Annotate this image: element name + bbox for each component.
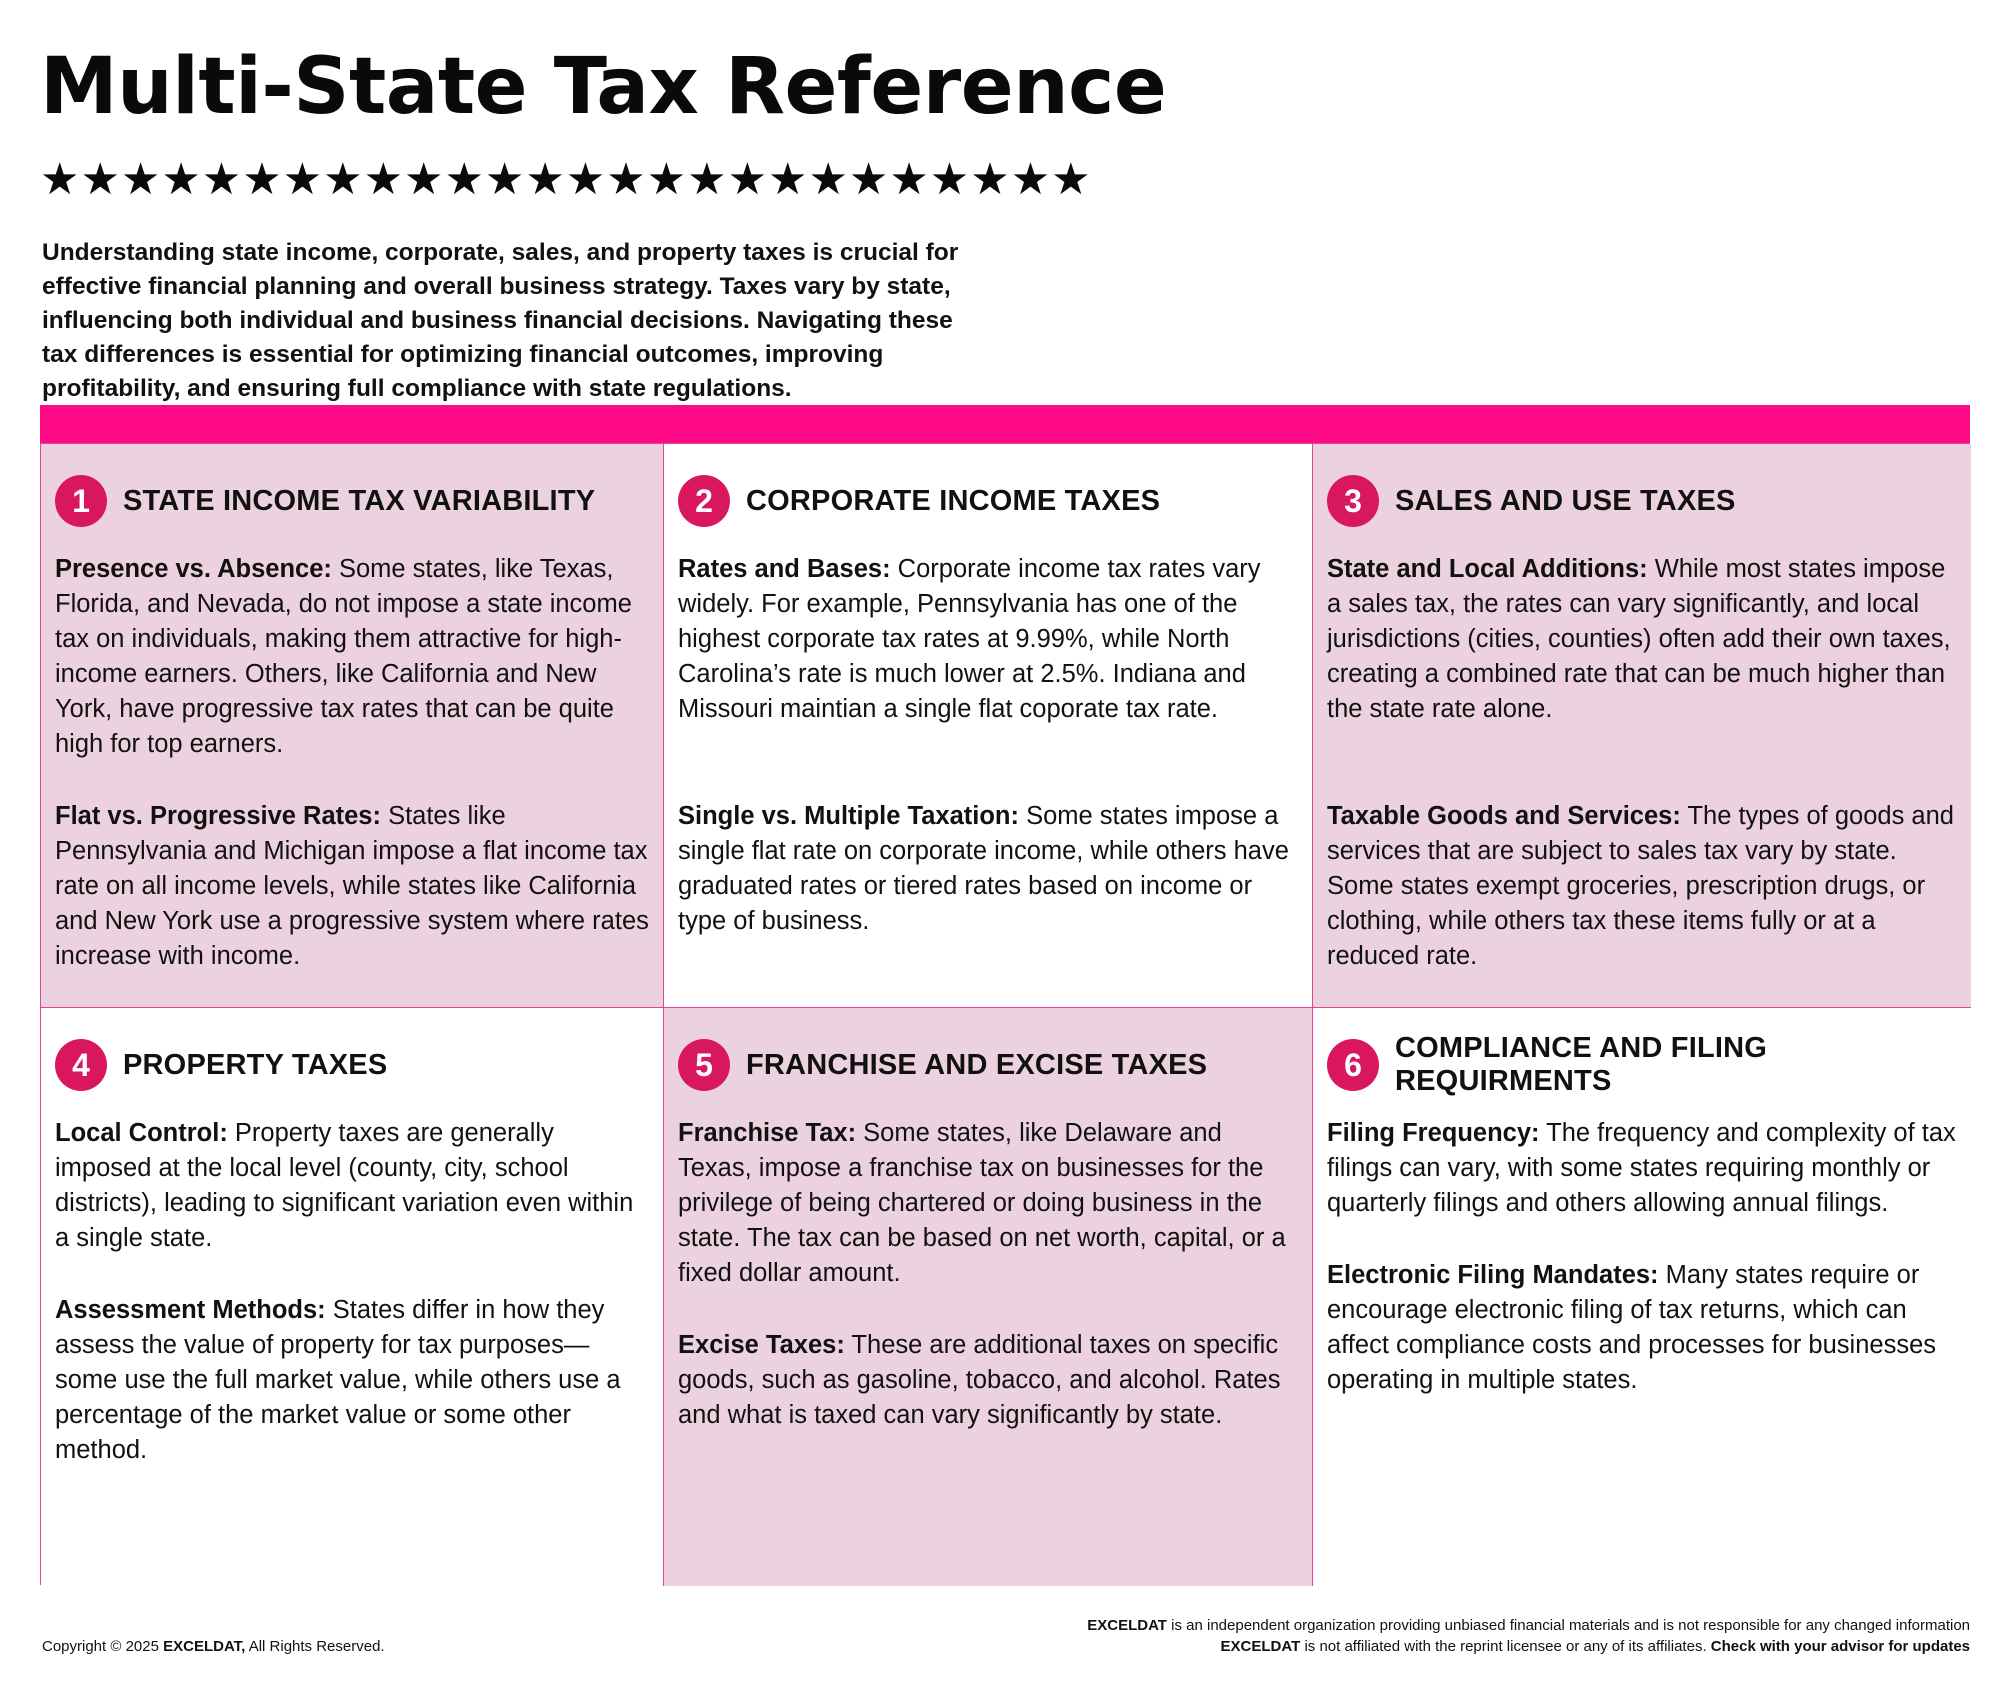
section-header [55, 474, 649, 528]
disclaimer-text: is an independent organization providing unbiased financial materials and is not responsible for any changed information [1166, 1617, 1970, 1634]
paragraph-text: The frequency and complexity of tax filings can vary, with some states requiring monthly or quarterly filings and others allowing annual filings. [1327, 1119, 1956, 1217]
section-sales-tax [1313, 444, 1971, 1008]
paragraph-label: Excise Taxes: [678, 1331, 845, 1359]
copyright-suffix: All Rights Reserved. [245, 1638, 385, 1655]
paragraph-text: The types of goods and services that are subject to sales tax vary by state. Some states exempt groceries, prescription drugs, or clothing, while others tax these items fully or at a reduced rate. [1327, 802, 1954, 970]
section-paragraph [55, 799, 649, 974]
disclaimer-line-1 [1087, 1615, 1970, 1636]
paragraph-text: Many states require or encourage electronic filing of tax returns, which can affect compliance costs and processes for businesses operating in multiple states. [1327, 1261, 1937, 1394]
paragraph-text: While most states impose a sales tax, the rates can vary significantly, and local jurisdictions (cities, counties) often add their own taxes, creating a combined rate that can be much higher than the state rate alone. [1327, 555, 1951, 723]
section-header [678, 474, 1298, 528]
number-badge: 3 [1327, 475, 1379, 527]
brand-name: EXCELDAT [1087, 1617, 1167, 1634]
paragraph-label: Electronic Filing Mandates: [1327, 1261, 1659, 1289]
paragraph-text: States differ in how they assess the value of property for tax purposes—some use the full market value, while others use a percentage of the market value or some other method. [55, 1296, 621, 1464]
paragraph-label: Flat vs. Progressive Rates: [55, 802, 381, 830]
sections-grid [40, 443, 1970, 1585]
disclaimer-text: is not affiliated with the reprint licensee or any of its affiliates. [1300, 1638, 1711, 1655]
brand-name: EXCELDAT, [163, 1638, 246, 1655]
paragraph-label: Presence vs. Absence: [55, 555, 332, 583]
paragraph-text: Corporate income tax rates vary widely. For example, Pennsylvania has one of the highest corporate tax rates at 9.99%, while North Carolina’s rate is much lower at 2.5%. Indiana and Missouri maintian a single flat coporate tax rate. [678, 555, 1261, 723]
section-header [55, 1038, 649, 1092]
paragraph-label: Franchise Tax: [678, 1119, 857, 1147]
section-income-tax [41, 444, 664, 1008]
section-header [1327, 474, 1957, 528]
section-compliance-filing [1313, 1008, 1971, 1586]
paragraph-text: Some states, like Delaware and Texas, impose a franchise tax on businesses for the privilege of being chartered or doing business in the state. The tax can be based on net worth, capital, or a fixed dollar amount. [678, 1119, 1286, 1287]
paragraph-label: Rates and Bases: [678, 555, 891, 583]
copyright-notice [42, 1638, 385, 1655]
section-paragraph [55, 552, 649, 762]
section-title: STATE INCOME TAX VARIABILITY [123, 484, 596, 517]
disclaimer-line-2 [1087, 1636, 1970, 1657]
disclaimer [1087, 1615, 1970, 1657]
section-paragraph [1327, 552, 1957, 727]
section-paragraph [1327, 799, 1957, 974]
copyright-prefix: Copyright © 2025 [42, 1638, 164, 1655]
paragraph-label: Filing Frequency: [1327, 1119, 1540, 1147]
paragraph-label: Assessment Methods: [55, 1296, 326, 1324]
paragraph-text: These are additional taxes on specific goods, such as gasoline, tobacco, and alcohol. Rates and what is taxed can vary significantly by state. [678, 1331, 1281, 1429]
section-paragraph [55, 1293, 649, 1468]
section-property-tax [41, 1008, 664, 1586]
paragraph-text: Some states impose a single flat rate on corporate income, while others have graduated rates or tiered rates based on income or type of business. [678, 802, 1289, 935]
section-title: CORPORATE INCOME TAXES [746, 484, 1161, 517]
number-badge: 2 [678, 475, 730, 527]
paragraph-label: Taxable Goods and Services: [1327, 802, 1681, 830]
star-divider: ★★★★★★★★★★★★★★★★★★★★★★★★★★ [40, 155, 1092, 204]
paragraph-text: Property taxes are generally imposed at the local level (county, city, school districts), leading to significant variation even within a single state. [55, 1119, 634, 1252]
paragraph-label: State and Local Additions: [1327, 555, 1648, 583]
section-paragraph [678, 1116, 1298, 1291]
paragraph-text: States like Pennsylvania and Michigan impose a flat income tax rate on all income levels, while states like California and New York use a progressive system where rates increase with income. [55, 802, 649, 970]
paragraph-label: Local Control: [55, 1119, 228, 1147]
section-title: SALES AND USE TAXES [1395, 484, 1736, 517]
section-paragraph [1327, 1116, 1957, 1221]
intro-paragraph: Understanding state income, corporate, sales, and property taxes is crucial for effective financial planning and overall business strategy. Taxes vary by state, influencing both individual and business financial decisions. Navigating these tax differences is essential for optimizing financial outcomes, improving profitability, and ensuring full compliance with state regulations. [42, 239, 959, 402]
number-badge: 4 [55, 1039, 107, 1091]
section-paragraph [1327, 1258, 1957, 1398]
number-badge: 1 [55, 475, 107, 527]
number-badge: 5 [678, 1039, 730, 1091]
brand-name: EXCELDAT [1220, 1638, 1301, 1655]
number-badge: 6 [1327, 1039, 1379, 1091]
section-paragraph [55, 1116, 649, 1256]
paragraph-label: Single vs. Multiple Taxation: [678, 802, 1019, 830]
section-title: PROPERTY TAXES [123, 1048, 388, 1081]
section-header [1327, 1032, 1957, 1097]
section-title: FRANCHISE AND EXCISE TAXES [746, 1048, 1208, 1081]
section-header [678, 1038, 1298, 1092]
paragraph-text: Some states, like Texas, Florida, and Nevada, do not impose a state income tax on individuals, making them attractive for high-income earners. Others, like California and New York, have progressive tax rates that can be quite high for top earners. [55, 555, 632, 758]
section-paragraph [678, 799, 1298, 939]
section-paragraph [678, 552, 1298, 727]
section-corporate-tax [664, 444, 1313, 1008]
page-title: Multi-State Tax Reference [40, 42, 1167, 132]
accent-band [40, 405, 1970, 443]
section-title: COMPLIANCE AND FILING REQUIRMENTS [1395, 1032, 1768, 1097]
disclaimer-bold-text: Check with your advisor for updates [1710, 1638, 1970, 1655]
section-franchise-excise-tax [664, 1008, 1313, 1586]
section-paragraph [678, 1328, 1298, 1433]
